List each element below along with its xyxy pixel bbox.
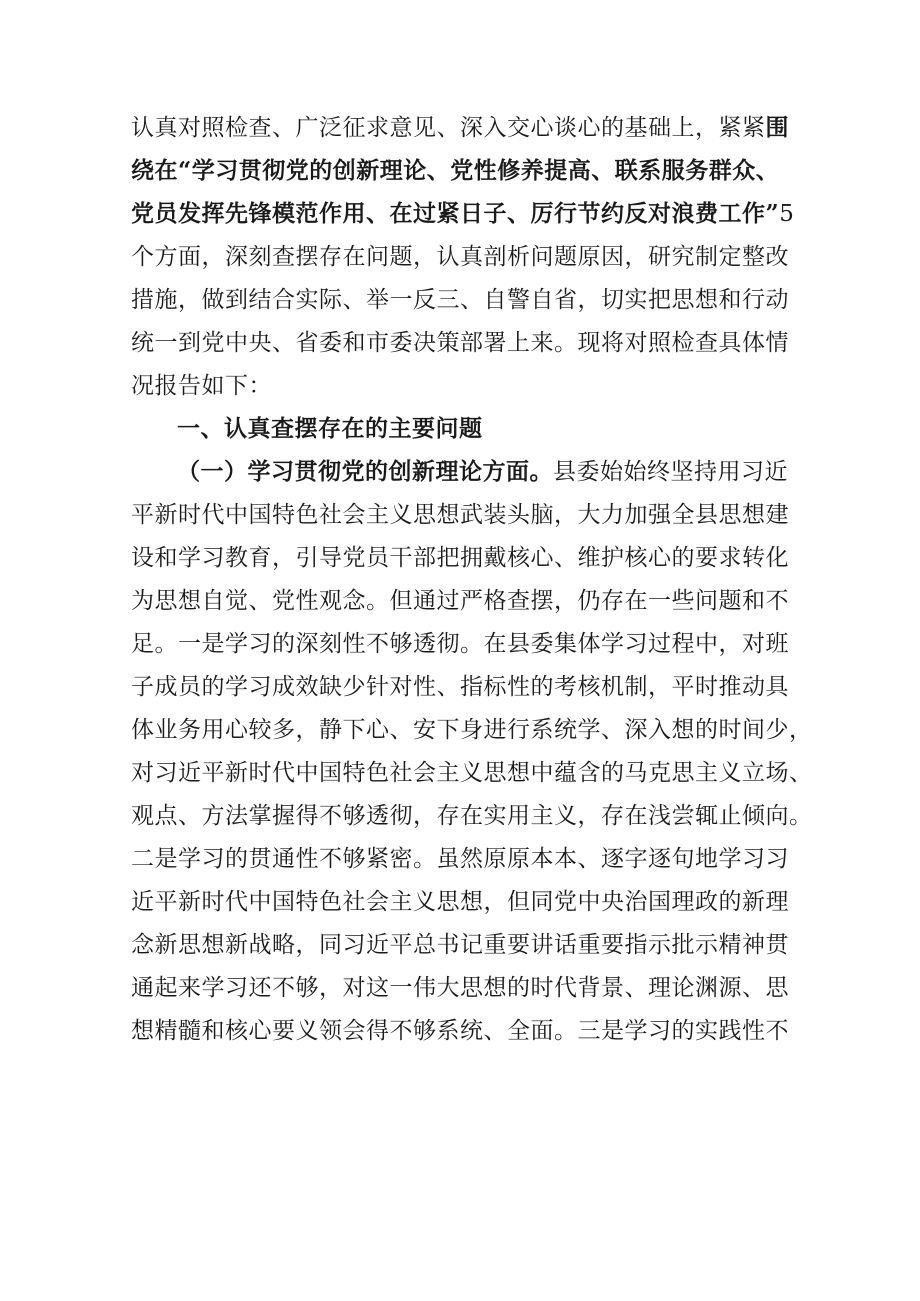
paragraph-line-5: 措施，做到结合实际、举一反三、自警自省，切实把思想和行动: [131, 287, 789, 313]
paragraph-line-2: [131, 156, 801, 186]
line-3-text: 5: [779, 201, 795, 227]
body-line: 念新思想新战略，同习近平总书记重要讲话重要指示批示精神贯: [131, 932, 789, 958]
body-line: 近平新时代中国特色社会主义思想，但同党中央治国理政的新理: [131, 889, 789, 915]
body-line: 对习近平新时代中国特色社会主义思想中蕴含的马克思主义立场、: [131, 760, 813, 786]
subsection-first-line-text: 县委始始终坚持用习近: [553, 459, 788, 485]
body-line: 平新时代中国特色社会主义思想武装头脑，大力加强全县思想建: [131, 502, 789, 528]
paragraph-line-7: 况报告如下：: [131, 373, 272, 399]
paragraph-line-3: [131, 199, 801, 229]
paragraph-line-1: [131, 113, 801, 143]
body-line: 想精髓和核心要义领会得不够系统、全面。三是学习的实践性不: [131, 1018, 789, 1044]
subsection-heading: （一）学习贯彻党的创新理论方面。: [177, 458, 553, 485]
body-line: 观点、方法掌握得不够透彻，存在实用主义，存在浅尝辄止倾向。: [131, 803, 813, 829]
line-1-text: 认真对照检查、广泛征求意见、深入交心谈心的基础上，紧紧: [131, 115, 766, 141]
line-2-bold-text: 绕在“学习贯彻党的创新理论、党性修养提高、联系服务群众、: [131, 157, 780, 184]
line-3-bold-text: 党员发挥先锋模范作用、在过紧日子、厉行节约反对浪费工作”: [131, 200, 780, 227]
body-line: 设和学习教育，引导党员干部把拥戴核心、维护核心的要求转化: [131, 545, 789, 571]
body-line: 体业务用心较多，静下心、安下身进行系统学、深入想的时间少，: [131, 717, 813, 743]
subsection-first-line: [177, 457, 847, 487]
body-line: 为思想自觉、党性观念。但通过严格查摆，仍存在一些问题和不: [131, 588, 789, 614]
paragraph-line-4: 个方面，深刻查摆存在问题，认真剖析问题原因，研究制定整改: [131, 244, 789, 270]
body-line: 二是学习的贯通性不够紧密。虽然原原本本、逐字逐句地学习习: [131, 846, 789, 872]
body-line: 子成员的学习成效缺少针对性、指标性的考核机制，平时推动具: [131, 674, 789, 700]
body-line: 通起来学习还不够，对这一伟大思想的时代背景、理论渊源、思: [131, 975, 789, 1001]
paragraph-line-6: 统一到党中央、省委和市委决策部署上来。现将对照检查具体情: [131, 330, 789, 356]
body-line: 足。一是学习的深刻性不够透彻。在县委集体学习过程中，对班: [131, 631, 789, 657]
section-heading: 一、认真查摆存在的主要问题: [177, 415, 483, 442]
line-1-bold-text: 围: [765, 114, 789, 141]
